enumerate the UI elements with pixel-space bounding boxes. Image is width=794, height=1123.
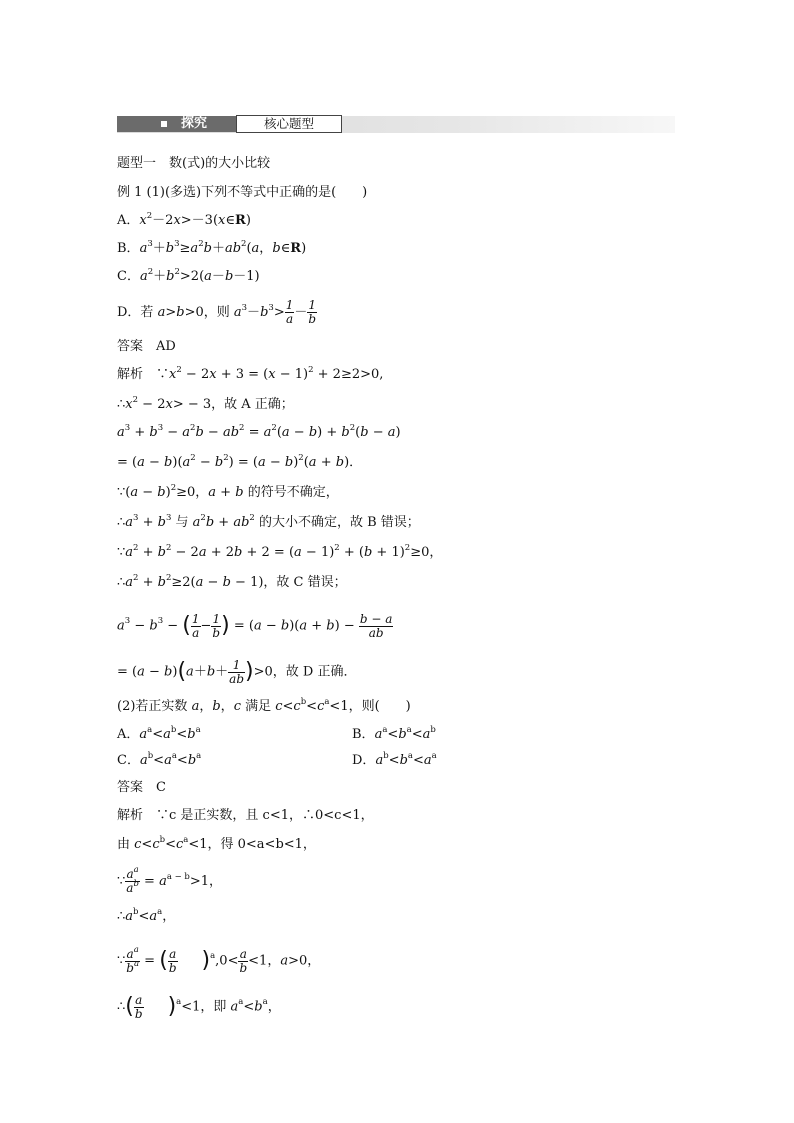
solution2-line-6: ∴( $\frac{a}{b}$ )$^a$<1，即 $a^a<b^a$，: [117, 992, 281, 1021]
question-2-stem: (2)若正实数 a，b，c 满足 $c<c^b<c^a<1$，则( ): [117, 696, 411, 714]
q2-option-a: A．$a^a<a^b<b^a$: [117, 724, 201, 742]
solution-line-7: $\because a^2 + b^2 - 2a + 2b + 2 = (a - 1)^2 + (b + 1)^2\ge 0$，: [117, 542, 443, 560]
q2-option-c: C．$a^b<a^a<b^a$: [117, 750, 202, 768]
solution2-line-2: 由 $c<c^b<c^a<1$，得 0<a<b<1，: [117, 834, 316, 852]
solution-line-2: $\therefore x^2 - 2x> - 3$，故 A 正确；: [117, 394, 294, 412]
bullet-square-icon: [161, 121, 167, 127]
solution-line-4: = $(a - b)(a^2 - b^2) = (a - b)^2(a + b)$．: [117, 452, 363, 470]
q2-option-d: D．$a^b<b^a<a^a$: [352, 750, 437, 768]
solution-line-6: $\therefore a^3 + b^3$ 与 $a^2b + ab^2$ 的大小不确定，故 B 错误；: [117, 512, 420, 530]
section-label: 探究: [181, 116, 208, 131]
solution-line-9: $a^3 - b^3$ − ( $\frac{1}{a}$ − $\frac{1}{b}$ ) = (a − b)(a + b) − $\frac{b - a}{ab}$: [117, 611, 393, 640]
section-header-dark-block: [117, 116, 236, 132]
topic-title: 题型一 数(式)的大小比较: [117, 156, 271, 171]
option-a: A．$x^2-2x>-3(x\in R)$: [117, 210, 251, 228]
answer-2: 答案 C: [117, 780, 166, 795]
solution2-line-4: $\therefore a^b<a^a$，: [117, 906, 176, 924]
solution2-line-5: ∵ $\frac{a^a}{b^a}$ = ( $\frac{a}{b}$ )$^a$,0< $\frac{a}{b}$ <1，a>0，: [117, 944, 321, 975]
solution-line-10: = (a − b)(a＋b＋ $\frac{1}{ab}$ )>0，故 D 正确．: [117, 657, 357, 686]
section-title: 核心题型: [236, 115, 342, 133]
solution-line-5: ∵(a − b)$^2$≥0，a + b 的符号不确定，: [117, 482, 339, 500]
example-stem: 例 1 (1)(多选)下列不等式中正确的是( ): [117, 185, 368, 200]
option-b: B．$a^3+b^3\ge a^2b+ab^2(a$，b∈R): [117, 238, 307, 256]
option-d: D．若 a>b>0，则 $a^3-b^3>$ $\frac{1}{a}$ － $\frac{1}{b}$: [117, 298, 317, 326]
solution2-line-1: 解析 ∵c 是正实数，且 c<1，∴0<c<1，: [117, 808, 374, 823]
solution-line-8: $\therefore a^2 + b^2\ge 2(a - b - 1)$，故 C 错误；: [117, 572, 347, 590]
option-c: C．$a^2+b^2>2(a-b-1)$: [117, 266, 260, 284]
solution-line-1: 解析 $\because x^2 - 2x + 3 = (x - 1)^2 + 2\ge 2>0$,: [117, 364, 384, 382]
q2-option-b: B．$a^a<b^a<a^b$: [352, 724, 436, 742]
solution2-line-3: ∵ $\frac{a^a}{a^b}$ = $a^{a - b}>1$，: [117, 865, 223, 895]
answer-1: 答案 AD: [117, 339, 176, 354]
solution-line-3: $a^3 + b^3 - a^2b - ab^2 = a^2(a - b) + b^2(b - a)$: [117, 422, 401, 440]
